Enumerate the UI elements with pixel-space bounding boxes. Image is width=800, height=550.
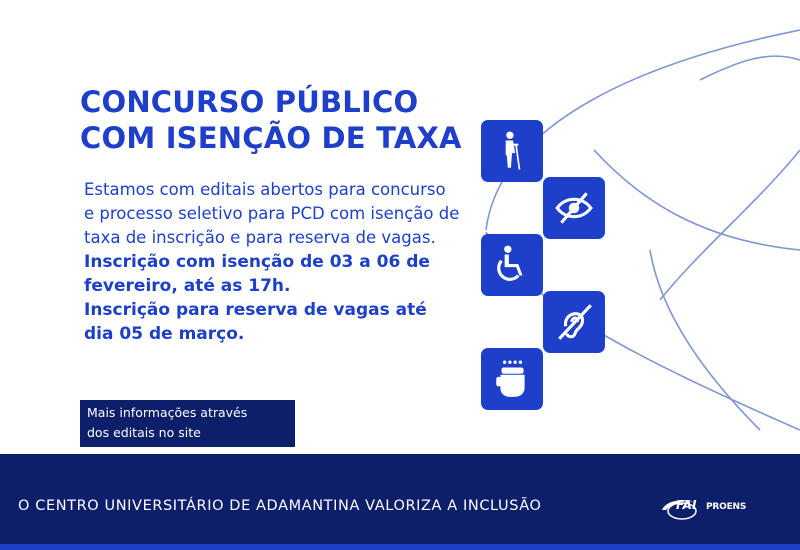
body-bold-line-3: Inscrição para reserva de vagas até (84, 300, 427, 320)
title-line-1: CONCURSO PÚBLICO (80, 85, 419, 119)
body-line-1: Estamos com editais abertos para concurso (84, 180, 446, 199)
info-line-2: dos editais no site (87, 425, 201, 440)
more-info-box (80, 400, 295, 447)
hearing-impaired-icon (543, 291, 605, 353)
title-line-2: COM ISENÇÃO DE TAXA (80, 121, 462, 155)
footer-banner (0, 454, 800, 550)
footer-slogan: O CENTRO UNIVERSITÁRIO DE ADAMANTINA VALORIZA A INCLUSÃO (18, 498, 542, 514)
info-line-1: Mais informações através (87, 405, 248, 420)
body-bold-line-1: Inscrição com isenção de 03 a 06 de (84, 252, 430, 272)
wheelchair-icon (481, 234, 543, 296)
blind-person-icon (481, 120, 543, 182)
body-line-3: taxa de inscrição e para reserva de vagas. (84, 228, 436, 247)
proens-logo: PROENS (706, 502, 747, 512)
announcement-text (84, 178, 474, 346)
footer-accent-strip (0, 544, 800, 550)
sign-language-hand-icon (481, 348, 543, 410)
page-title (80, 84, 480, 156)
fai-logo-text: FAI (676, 498, 697, 512)
body-line-2: e processo seletivo para PCD com isenção de (84, 204, 460, 223)
low-vision-icon (543, 177, 605, 239)
body-bold-line-4: dia 05 de março. (84, 324, 245, 344)
body-bold-line-2: fevereiro, até as 17h. (84, 276, 291, 296)
